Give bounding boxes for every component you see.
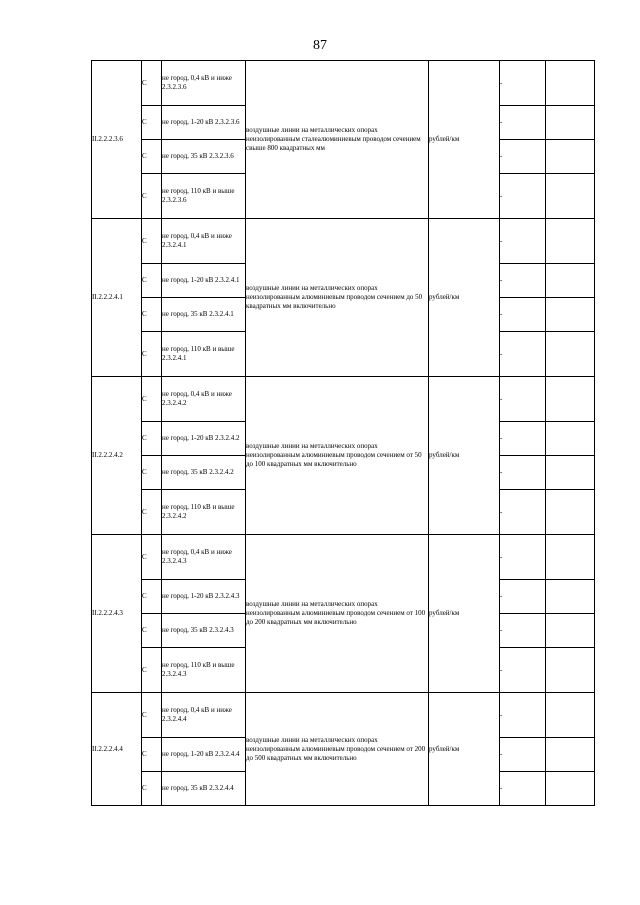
row-empty-cell (546, 648, 595, 693)
row-letter: С (142, 174, 162, 219)
row-code: II.2.2.2.4.4 (92, 693, 142, 806)
row-category: не город, 0,4 кВ и ниже 2.3.2.3.6 (162, 61, 246, 106)
row-empty-cell (546, 298, 595, 332)
row-code: II.2.2.2.4.3 (92, 535, 142, 693)
row-unit: рублей/км (429, 535, 500, 693)
row-description: воздушные линии на металлических опорах неизолированным алюминиевым проводом сечением до 50 квадратных мм включительно (246, 219, 429, 377)
row-empty-cell (546, 140, 595, 174)
row-empty-cell (546, 61, 595, 106)
row-category: не город, 35 кВ 2.3.2.4.2 (162, 456, 246, 490)
row-value: - (500, 332, 546, 377)
row-empty-cell (546, 377, 595, 422)
row-category: не город, 0,4 кВ и ниже 2.3.2.4.3 (162, 535, 246, 580)
row-category: не город, 110 кВ и выше 2.3.2.3.6 (162, 174, 246, 219)
row-unit: рублей/км (429, 693, 500, 806)
row-value: - (500, 422, 546, 456)
row-letter: С (142, 298, 162, 332)
row-empty-cell (546, 772, 595, 806)
row-letter: С (142, 219, 162, 264)
row-empty-cell (546, 693, 595, 738)
row-value: - (500, 738, 546, 772)
row-empty-cell (546, 580, 595, 614)
table-row (92, 61, 595, 106)
row-letter: С (142, 614, 162, 648)
row-letter: С (142, 580, 162, 614)
row-category: не город, 0,4 кВ и ниже 2.3.2.4.4 (162, 693, 246, 738)
row-empty-cell (546, 332, 595, 377)
row-empty-cell (546, 738, 595, 772)
row-code: II.2.2.2.4.2 (92, 377, 142, 535)
row-value: - (500, 772, 546, 806)
row-description: воздушные линии на металлических опорах неизолированным алюминиевым проводом сечением от 100 до 200 квадратных мм включительно (246, 535, 429, 693)
table-row (92, 219, 595, 264)
row-letter: С (142, 61, 162, 106)
row-value: - (500, 648, 546, 693)
row-category: не город, 0,4 кВ и ниже 2.3.2.4.1 (162, 219, 246, 264)
row-value: - (500, 580, 546, 614)
row-value: - (500, 298, 546, 332)
row-letter: С (142, 648, 162, 693)
row-empty-cell (546, 422, 595, 456)
row-description: воздушные линии на металлических опорах неизолированным алюминиевым проводом сечением от 50 до 100 квадратных мм включительно (246, 377, 429, 535)
row-code: II.2.2.2.4.1 (92, 219, 142, 377)
row-value: - (500, 614, 546, 648)
row-value: - (500, 264, 546, 298)
row-unit: рублей/км (429, 61, 500, 219)
row-category: не город, 1-20 кВ 2.3.2.4.4 (162, 738, 246, 772)
row-letter: С (142, 738, 162, 772)
tariff-table-body (92, 61, 595, 806)
row-category: не город, 1-20 кВ 2.3.2.3.6 (162, 106, 246, 140)
row-category: не город, 110 кВ и выше 2.3.2.4.2 (162, 490, 246, 535)
row-letter: С (142, 377, 162, 422)
row-category: не город, 1-20 кВ 2.3.2.4.3 (162, 580, 246, 614)
row-letter: С (142, 264, 162, 298)
row-empty-cell (546, 490, 595, 535)
row-category: не город, 35 кВ 2.3.2.4.4 (162, 772, 246, 806)
row-empty-cell (546, 456, 595, 490)
row-category: не город, 110 кВ и выше 2.3.2.4.1 (162, 332, 246, 377)
page-number: 87 (313, 38, 327, 53)
row-empty-cell (546, 106, 595, 140)
row-empty-cell (546, 535, 595, 580)
table-row (92, 693, 595, 738)
row-empty-cell (546, 614, 595, 648)
table-row (92, 377, 595, 422)
row-letter: С (142, 693, 162, 738)
row-empty-cell (546, 264, 595, 298)
row-category: не город, 1-20 кВ 2.3.2.4.2 (162, 422, 246, 456)
row-description: воздушные линии на металлических опорах неизолированным алюминиевым проводом сечением от 200 до 500 квадратных мм включительно (246, 693, 429, 806)
row-value: - (500, 693, 546, 738)
row-empty-cell (546, 219, 595, 264)
row-value: - (500, 61, 546, 106)
row-category: не город, 35 кВ 2.3.2.4.1 (162, 298, 246, 332)
row-letter: С (142, 106, 162, 140)
row-letter: С (142, 535, 162, 580)
row-category: не город, 1-20 кВ 2.3.2.4.1 (162, 264, 246, 298)
row-letter: С (142, 772, 162, 806)
row-letter: С (142, 422, 162, 456)
row-empty-cell (546, 174, 595, 219)
row-description: воздушные линии на металлических опорах неизолированным сталеалюминиевым проводом сечением свыше 800 квадратных мм (246, 61, 429, 219)
row-value: - (500, 490, 546, 535)
row-unit: рублей/км (429, 219, 500, 377)
table-row (92, 535, 595, 580)
row-letter: С (142, 456, 162, 490)
row-category: не город, 110 кВ и выше 2.3.2.4.3 (162, 648, 246, 693)
row-letter: С (142, 490, 162, 535)
row-code: II.2.2.2.3.6 (92, 61, 142, 219)
row-category: не город, 0,4 кВ и ниже 2.3.2.4.2 (162, 377, 246, 422)
row-value: - (500, 456, 546, 490)
tariff-table (91, 60, 595, 806)
row-letter: С (142, 140, 162, 174)
row-unit: рублей/км (429, 377, 500, 535)
row-value: - (500, 174, 546, 219)
row-value: - (500, 140, 546, 174)
row-value: - (500, 106, 546, 140)
row-letter: С (142, 332, 162, 377)
row-category: не город, 35 кВ 2.3.2.3.6 (162, 140, 246, 174)
row-value: - (500, 219, 546, 264)
row-value: - (500, 535, 546, 580)
row-value: - (500, 377, 546, 422)
row-category: не город, 35 кВ 2.3.2.4.3 (162, 614, 246, 648)
